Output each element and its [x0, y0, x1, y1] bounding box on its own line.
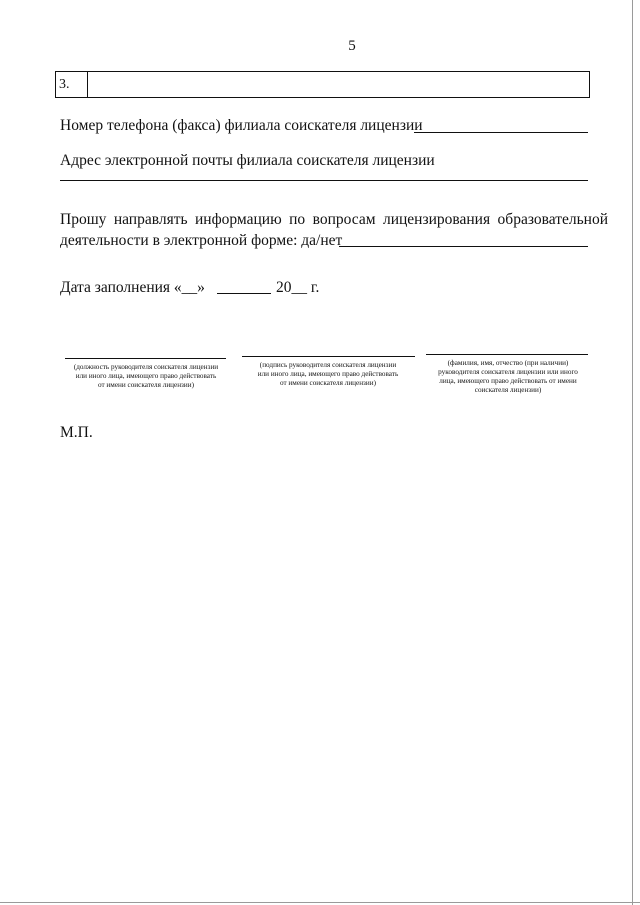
signature-caption-line: от имени соискателя лицензии) — [280, 379, 376, 387]
page-number: 5 — [348, 38, 356, 54]
signature-caption-line: или иного лица, имеющего право действовать — [257, 370, 399, 378]
position-caption-line: (должность руководителя соискателя лицензии — [73, 363, 219, 371]
page-edge-bottom — [0, 902, 640, 903]
signature-line[interactable] — [242, 356, 415, 357]
phone-label: Номер телефона (факса) филиала соискателя лицензии — [60, 117, 423, 134]
phone-field[interactable] — [414, 132, 588, 133]
date-label: Дата заполнения «__» — [60, 279, 205, 296]
email-field[interactable] — [60, 180, 588, 181]
signature-caption — [240, 361, 416, 388]
position-caption-line: или иного лица, имеющего право действовать — [75, 372, 217, 380]
stamp-label: М.П. — [60, 424, 93, 441]
signature-caption-line: (подпись руководителя соискателя лицензии — [259, 361, 397, 369]
position-caption-line: от имени соискателя лицензии) — [98, 381, 194, 389]
position-caption — [58, 363, 234, 390]
date-year-label: 20__ г. — [276, 279, 320, 296]
section-number-cell: 3. — [56, 72, 88, 97]
electronic-request-line2: деятельности в электронной форме: да/нет — [60, 232, 343, 249]
name-caption-line: руководителя соискателя лицензии или иного — [438, 368, 578, 376]
date-month-field[interactable] — [217, 293, 271, 294]
electronic-answer-field[interactable] — [339, 246, 588, 247]
name-caption-line: (фамилия, имя, отчество (при наличии) — [447, 359, 569, 367]
electronic-request-line1: Прошу направлять информацию по вопросам лицензирования образовательной — [60, 211, 608, 228]
position-signature-line[interactable] — [65, 358, 226, 359]
page-edge-right — [632, 0, 633, 905]
name-caption — [420, 359, 596, 395]
section-number-table — [55, 71, 590, 98]
email-label: Адрес электронной почты филиала соискателя лицензии — [60, 152, 435, 169]
name-caption-line: лица, имеющего право действовать от имени — [439, 377, 577, 385]
name-caption-line: соискателя лицензии) — [474, 386, 542, 394]
name-signature-line[interactable] — [426, 354, 588, 355]
